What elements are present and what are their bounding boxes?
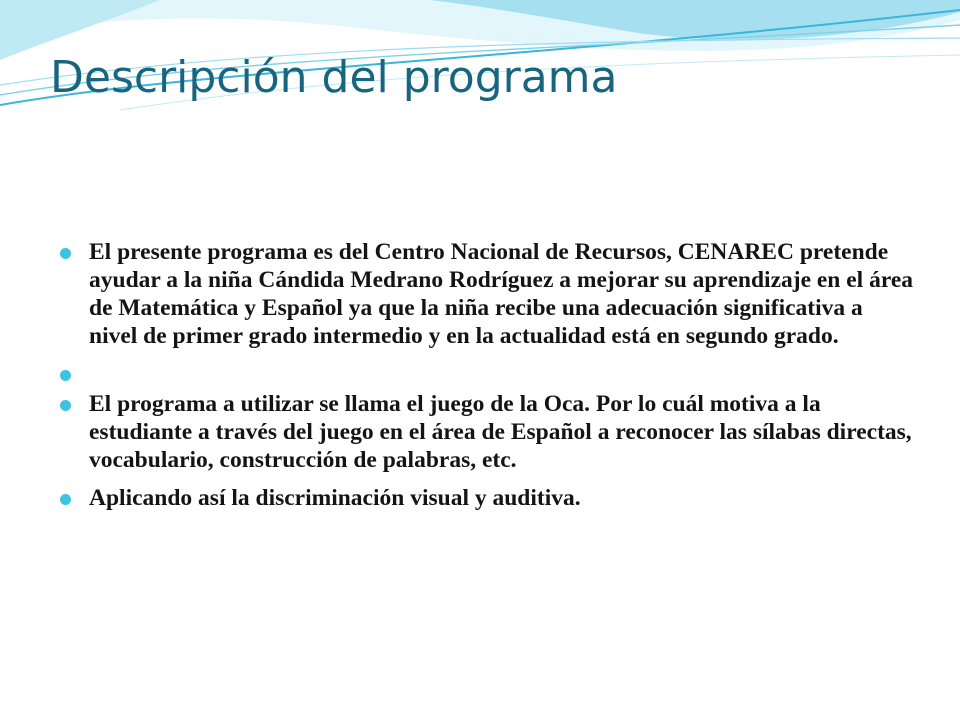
bullet-icon	[60, 248, 71, 259]
bullet-text: El programa a utilizar se llama el juego de la Oca. Por lo cuál motiva a la estudiante a través del juego en el área de Español a reconocer las sílabas directas, vocabulario, construcción de palabras, etc.	[89, 391, 912, 473]
bullet-list	[60, 238, 915, 522]
bullet-icon	[60, 494, 71, 505]
bullet-icon	[60, 370, 71, 381]
bullet-item-empty	[60, 360, 915, 380]
bullet-item	[60, 390, 915, 474]
bullet-icon	[60, 400, 71, 411]
bullet-text: Aplicando así la discriminación visual y auditiva.	[89, 485, 581, 511]
bullet-text: El presente programa es del Centro Nacional de Recursos, CENAREC pretende ayudar a la niña Cándida Medrano Rodríguez a mejorar su aprendizaje en el área de Matemática y Español ya que la niña recibe una adecuación significativa a nivel de primer grado intermedio y en la actualidad está en segundo grado.	[89, 239, 914, 349]
bullet-item	[60, 484, 915, 512]
slide-title: Descripción del programa	[50, 52, 618, 103]
wave-band-left	[0, 0, 160, 60]
bullet-item	[60, 238, 915, 350]
